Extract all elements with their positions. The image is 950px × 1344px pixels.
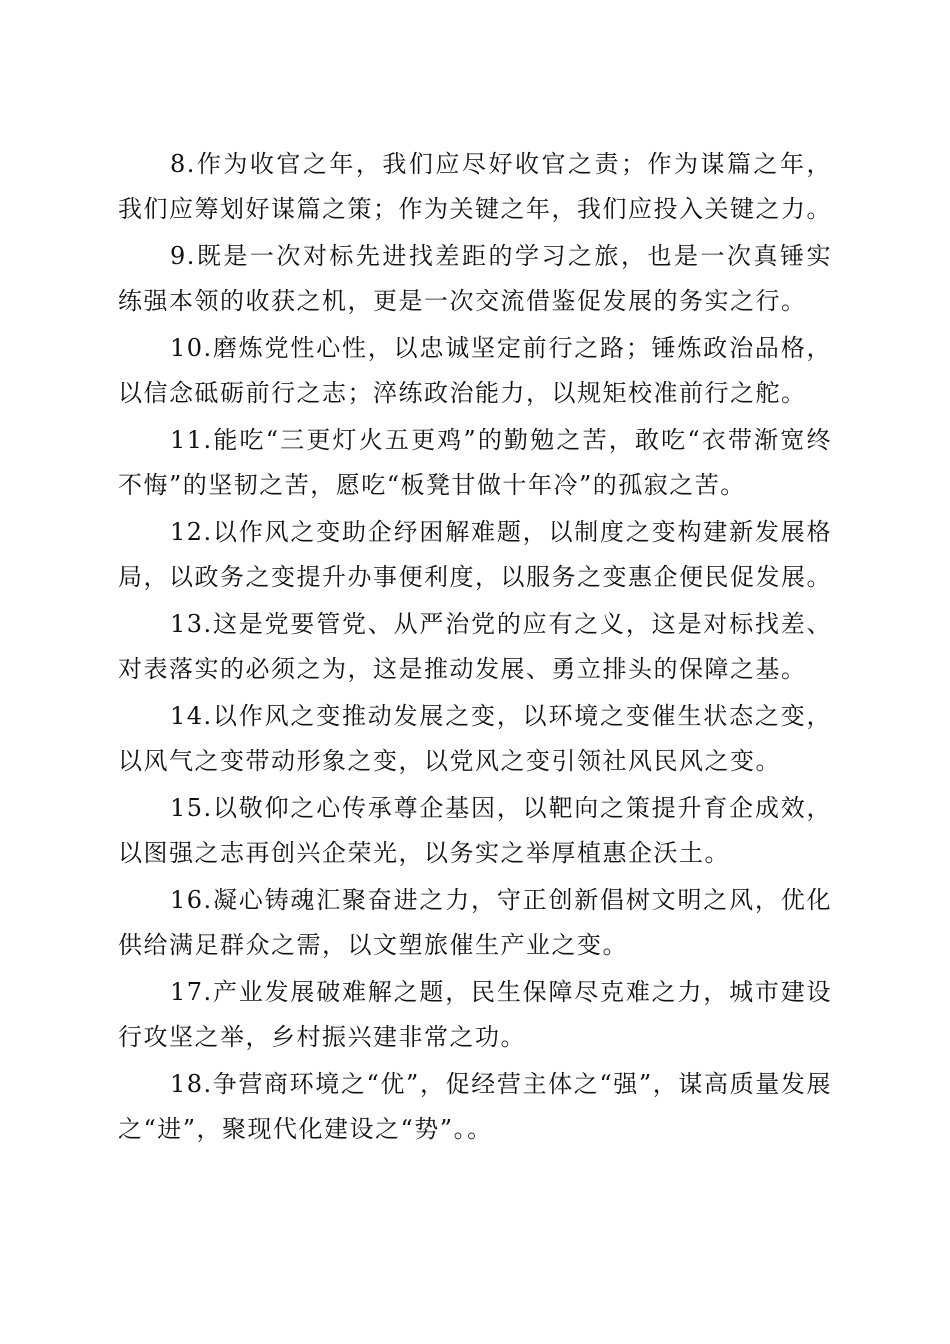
- document-body: [118, 142, 832, 1154]
- paragraph-17: 17.产业发展破难解之题，民生保障尽克难之力，城市建设行攻坚之举，乡村振兴建非常之功。: [118, 978, 832, 1051]
- paragraph-14: 14.以作风之变推动发展之变，以环境之变催生状态之变，以风气之变带动形象之变，以党风之变引领社风民风之变。: [118, 702, 832, 775]
- paragraph-11: 11.能吃“三更灯火五更鸡”的勤勉之苦，敢吃“衣带渐宽终不悔”的坚韧之苦，愿吃“板凳甘做十年冷”的孤寂之苦。: [118, 426, 832, 499]
- paragraph-13: 13.这是党要管党、从严治党的应有之义，这是对标找差、对表落实的必须之为，这是推动发展、勇立排头的保障之基。: [118, 610, 832, 683]
- paragraph-18: 18.争营商环境之“优”，促经营主体之“强”，谋高质量发展之“进”，聚现代化建设之“势”。。: [118, 1070, 832, 1143]
- paragraph-15: 15.以敬仰之心传承尊企基因，以靶向之策提升育企成效，以图强之志再创兴企荣光，以务实之举厚植惠企沃土。: [118, 794, 832, 867]
- paragraph-10: 10.磨炼党性心性，以忠诚坚定前行之路；锤炼政治品格，以信念砥砺前行之志；淬练政治能力，以规矩校准前行之舵。: [118, 334, 832, 407]
- paragraph-9: 9.既是一次对标先进找差距的学习之旅，也是一次真锤实练强本领的收获之机，更是一次交流借鉴促发展的务实之行。: [118, 242, 832, 315]
- paragraph-8: 8.作为收官之年，我们应尽好收官之责；作为谋篇之年，我们应筹划好谋篇之策；作为关键之年，我们应投入关键之力。: [118, 150, 832, 223]
- paragraph-16: 16.凝心铸魂汇聚奋进之力，守正创新倡树文明之风，优化供给满足群众之需，以文塑旅催生产业之变。: [118, 886, 832, 959]
- paragraph-12: 12.以作风之变助企纾困解难题，以制度之变构建新发展格局，以政务之变提升办事便利度，以服务之变惠企便民促发展。: [118, 518, 832, 591]
